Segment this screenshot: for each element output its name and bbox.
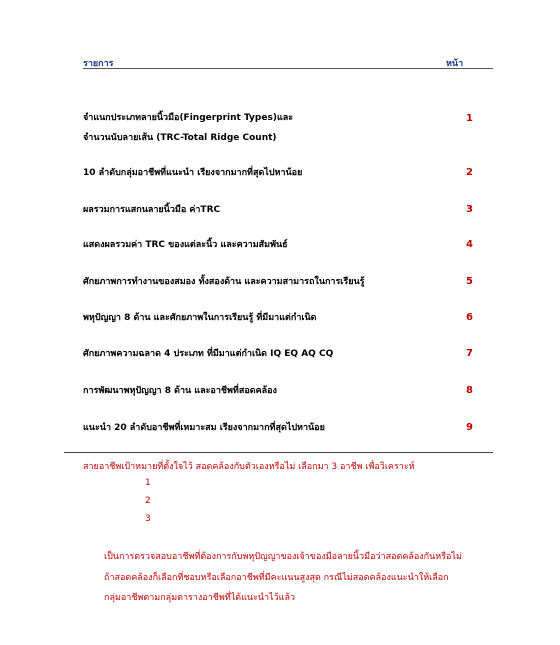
- toc-item: [83, 200, 473, 220]
- toc-item-title: ผลรวมการแสกนลายนิ้วมือ ค่าTRC: [83, 205, 221, 215]
- toc-item-title: แสดงผลรวมค่า TRC ของแต่ละนิ้ว และความสัมพันธ์: [83, 240, 288, 250]
- toc-item-title: ศักยภาพความฉลาด 4 ประเภท ที่มีมาแต่กำเนิด IQ EQ AQ CQ: [83, 349, 334, 359]
- toc-item-page: 4: [466, 239, 473, 250]
- toc-item-title: ศักยภาพการทำงานของสมอง ทั้งสองด้าน และความสามารถในการเรียนรู้: [83, 277, 365, 287]
- note-line: เป็นการตรวจสอบอาชีพที่ต้องการกับพหุปัญญาของเจ้าของมือลายนิ้วมือว่าสอดคล้องกันหรือไม่: [104, 552, 462, 562]
- toc-item-title: 10 ลำดับกลุ่มอาชีพที่แนะนำ เรียงจากมากที่สุดไปหาน้อย: [83, 168, 303, 178]
- toc-item-title: การพัฒนาพหุปัญญา 8 ด้าน และอาชีพที่สอดคล้อง: [83, 386, 277, 396]
- career-slot-number: 3: [145, 514, 151, 524]
- toc-item: [83, 163, 473, 183]
- toc-item-page: 9: [466, 422, 473, 433]
- page-column-header: หน้า: [446, 59, 464, 69]
- toc-item-page: 8: [466, 385, 473, 396]
- toc-item-title-cont: จำนวนนับลายเส้น (TRC-Total Ridge Count): [83, 133, 277, 143]
- toc-item: [83, 418, 473, 438]
- toc-item: [83, 381, 473, 401]
- career-section-title: สายอาชีพเป้าหมายที่ตั้งใจไว้ สอดคล้องกับตัวเองหรือไม่ เลือกมา 3 อาชีพ เพื่อวิเคราะห์: [83, 462, 415, 472]
- toc-item-page: 2: [466, 167, 473, 178]
- toc-item-page: 3: [466, 204, 473, 215]
- toc-item: [83, 108, 473, 148]
- items-column-header: รายการ: [83, 59, 114, 69]
- toc-item-page: 7: [466, 348, 473, 359]
- toc-item: [83, 344, 473, 364]
- toc-item-title: พหุปัญญา 8 ด้าน และศักยภาพในการเรียนรู้ ที่มีมาแต่กำเนิด: [83, 313, 317, 323]
- toc-item-page: 1: [466, 113, 473, 124]
- toc-item-page: 6: [466, 312, 473, 323]
- note-line: กลุ่มอาชีพตามกลุ่มตารางอาชีพที่ได้แนะนำไว้แล้ว: [104, 593, 296, 603]
- career-slot-number: 1: [145, 478, 151, 488]
- section-divider: [64, 452, 493, 453]
- toc-item: [83, 272, 473, 292]
- toc-item-title: จำแนกประเภทลายนิ้วมือ(Fingerprint Types)และ: [83, 113, 294, 123]
- note-line: ถ้าสอดคล้องก็เลือกที่ชอบหรือเลือกอาชีพที่มีคะแนนสูงสุด กรณีไม่สอดคล้องแนะนำให้เลือก: [104, 573, 449, 583]
- header-divider: [83, 68, 493, 69]
- toc-item-title: แนะนำ 20 ลำดับอาชีพที่เหมาะสม เรียงจากมากที่สุดไปหาน้อย: [83, 423, 325, 433]
- toc-item: [83, 235, 473, 255]
- toc-item-page: 5: [466, 276, 473, 287]
- toc-item: [83, 308, 473, 328]
- career-slot-number: 2: [145, 496, 151, 506]
